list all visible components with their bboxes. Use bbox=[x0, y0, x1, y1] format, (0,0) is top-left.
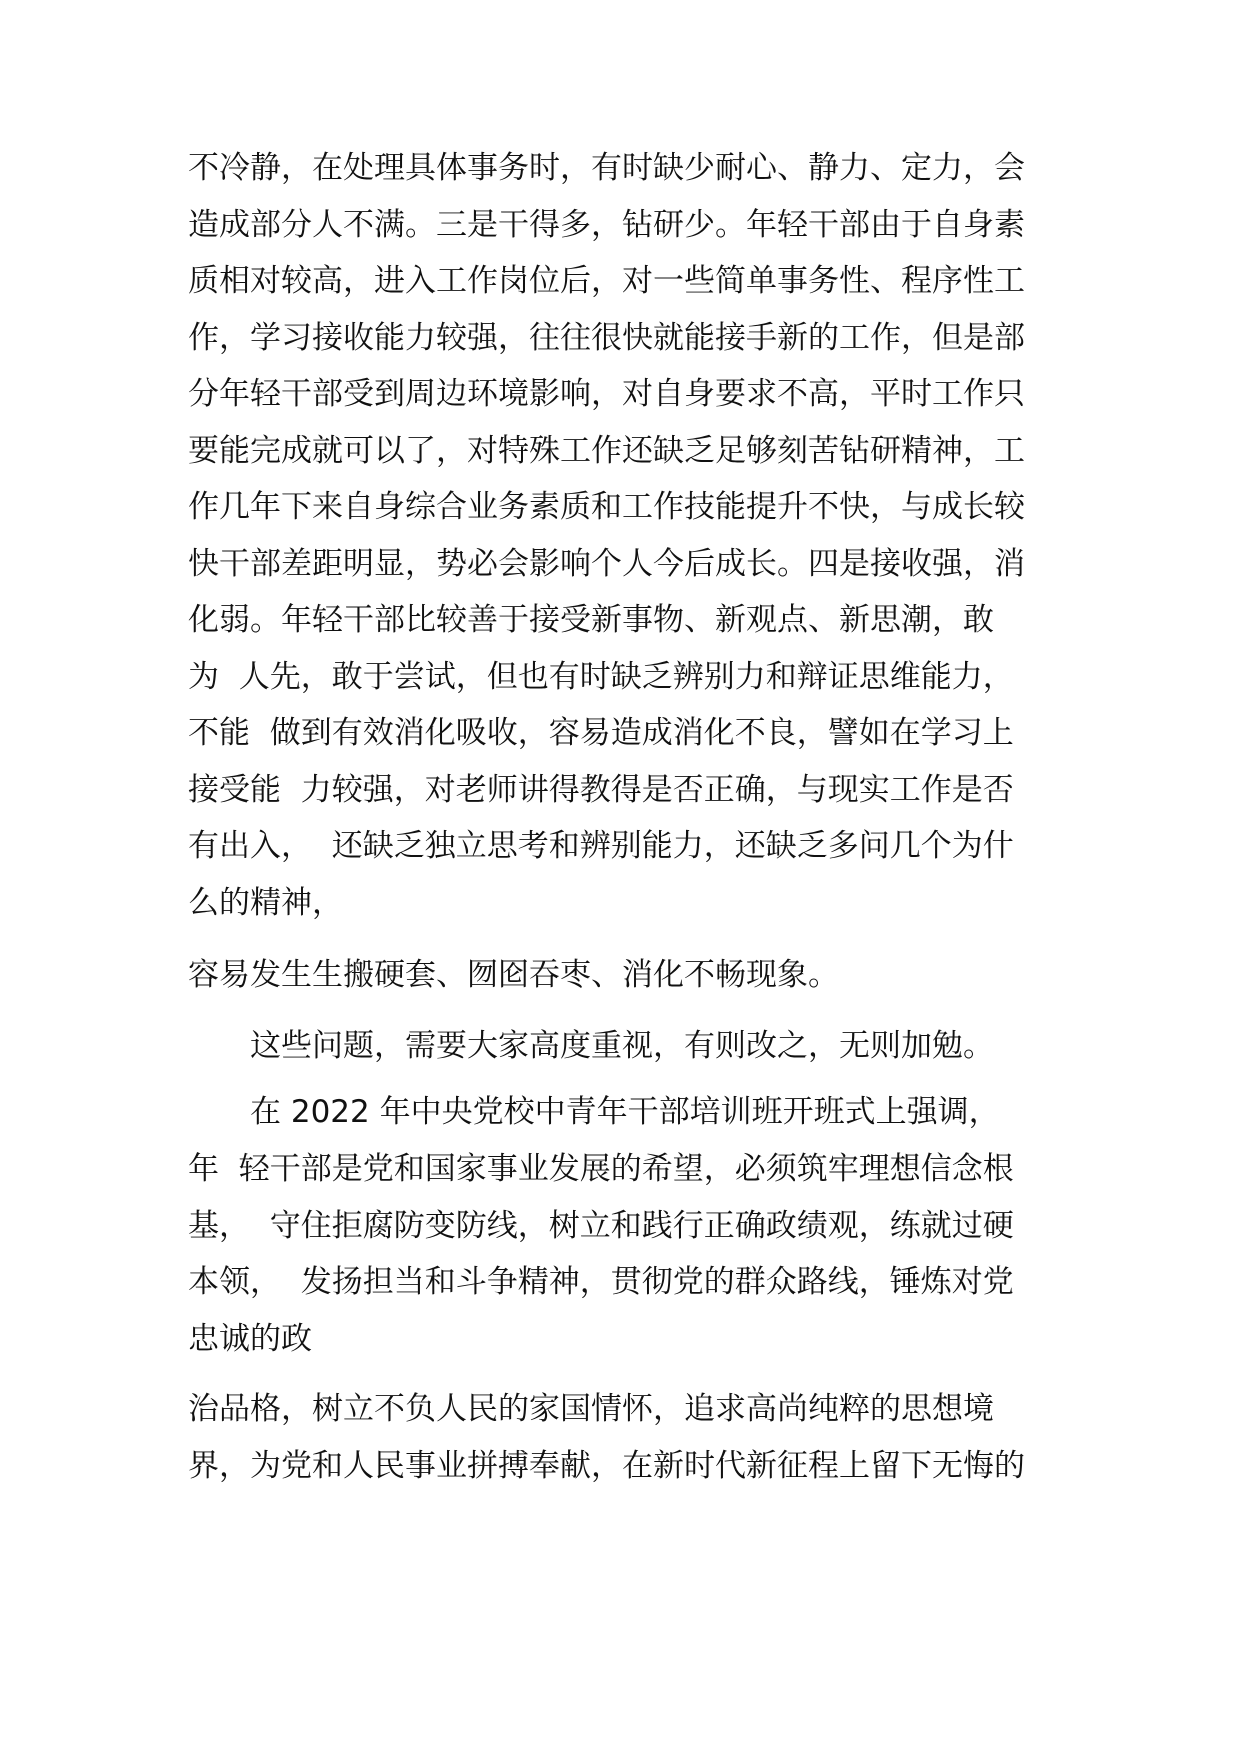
text-line: 分年轻干部受到周边环境影响，对自身要求不高，平时工作只 bbox=[188, 376, 1025, 412]
text-line: 造成部分人不满。三是干得多，钻研少。年轻干部由于自身素 bbox=[188, 207, 1025, 243]
text-line: 接受能 力较强，对老师讲得教得是否正确，与现实工作是否 bbox=[188, 772, 1014, 808]
text-line: 质相对较高，进入工作岗位后，对一些简单事务性、程序性工 bbox=[188, 263, 1025, 299]
text-line: 这些问题，需要大家高度重视，有则改之，无则加勉。 bbox=[188, 1028, 994, 1064]
text-line: 忠诚的政 bbox=[188, 1321, 312, 1357]
text-line: 要能完成就可以了，对特殊工作还缺乏足够刻苦钻研精神，工 bbox=[188, 433, 1025, 469]
text-line: 不冷静，在处理具体事务时，有时缺少耐心、静力、定力，会 bbox=[188, 150, 1025, 186]
text-line: 界，为党和人民事业拼搏奉献，在新时代新征程上留下无悔的 bbox=[188, 1448, 1025, 1484]
text-line: 在 2022 年中央党校中青年干部培训班开班式上强调， bbox=[188, 1094, 1000, 1130]
text-line: 容易发生生搬硬套、囫囵吞枣、消化不畅现象。 bbox=[188, 957, 839, 993]
text-line: 作，学习接收能力较强，往往很快就能接手新的工作，但是部 bbox=[188, 320, 1025, 356]
text-line: 么的精神， bbox=[188, 885, 343, 921]
text-line: 年 轻干部是党和国家事业发展的希望，必须筑牢理想信念根 bbox=[188, 1151, 1014, 1187]
text-line: 作几年下来自身综合业务素质和工作技能提升不快，与成长较 bbox=[188, 489, 1025, 525]
text-line: 基， 守住拒腐防变防线，树立和践行正确政绩观，练就过硬 bbox=[188, 1208, 1014, 1244]
text-line: 本领， 发扬担当和斗争精神，贯彻党的群众路线，锤炼对党 bbox=[188, 1264, 1014, 1300]
text-line: 治品格，树立不负人民的家国情怀，追求高尚纯粹的思想境 bbox=[188, 1391, 994, 1427]
text-line: 化弱。年轻干部比较善于接受新事物、新观点、新思潮，敢 bbox=[188, 602, 994, 638]
text-line: 有出入， 还缺乏独立思考和辨别能力，还缺乏多问几个为什 bbox=[188, 828, 1014, 864]
text-line: 不能 做到有效消化吸收，容易造成消化不良，譬如在学习上 bbox=[188, 715, 1014, 751]
text-line: 快干部差距明显，势必会影响个人今后成长。四是接收强，消 bbox=[188, 546, 1025, 582]
text-line: 为 人先，敢于尝试，但也有时缺乏辨别力和辩证思维能力， bbox=[188, 659, 1014, 695]
